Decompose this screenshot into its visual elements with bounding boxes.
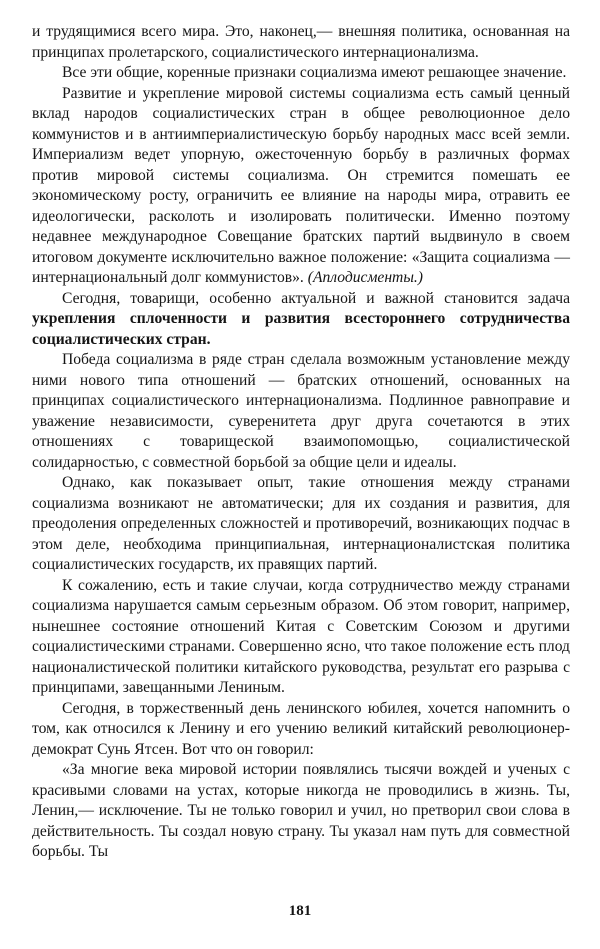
paragraph-8: Сегодня, в торжественный день ленинского юбилея, хочется напомнить о том, как относился к Ленину и его учению великий китайский революционер-демократ Сунь Ятсен. Вот что он говорил: [32, 699, 570, 758]
paragraph-2: Все эти общие, коренные признаки социализма имеют решающее значение. [62, 64, 567, 81]
paragraph-4-text: Сегодня, товарищи, особенно актуальной и важной становится задача [62, 289, 570, 307]
paragraph-5: Победа социализма в ряде стран сделала возможным установление между ними нового типа отношений — братских отношений, основанных на принципах социалистического интернационализма. Подлинное равноправие и уважение независимости, суверенитета друг друга сочетаются в этих отношениях с товарищеской взаимопомощью, социалистической солидарностью, с совместной борьбой за общие цели и идеалы. [32, 351, 570, 471]
paragraph-9: «За многие века мировой истории появлялись тысячи вождей и ученых с красивыми словами на устах, которые никогда не проводились в жизнь. Ты, Ленин,— исключение. Ты не только говорил и учил, но претворил свои слова в действительность. Ты создал новую страну. Ты указал нам путь для совместной борьбы. Ты [32, 761, 570, 860]
applause-note: (Аплодисменты.) [307, 269, 423, 286]
paragraph-6: Однако, как показывает опыт, такие отношения между странами социализма возникают не автоматически; для их создания и развития, для преодоления определенных сложностей и противоречий, возникающих подчас в этом деле, необходима принципиальная, интернационалистская политика социалистических государств, их правящих партий. [32, 474, 570, 573]
paragraph-4 [32, 289, 570, 351]
paragraph-7: К сожалению, есть и такие случаи, когда сотрудничество между странами социализма нарушается самым серьезным образом. Об этом говорит, например, нынешнее состояние отношений Китая с Советским Союзом и другими социалистическими странами. Совершенно ясно, что такое положение есть плод националистической политики китайского руководства, результат его разрыва с принципами, завещанными Лениным. [32, 576, 570, 696]
body-text [32, 22, 570, 863]
page-number: 181 [288, 903, 312, 919]
paragraph-4-bold: укрепления сплоченности и развития всестороннего сотрудничества социалистических стран. [32, 310, 570, 348]
paragraph-3 [32, 84, 570, 289]
paragraph-1: и трудящимися всего мира. Это, наконец,— внешняя политика, основанная на принципах пролетарского, социалистического интернационализма. [32, 23, 570, 61]
paragraph-3-text: Развитие и укрепление мировой системы социализма есть самый ценный вклад народов социалистических стран в общее революционное дело коммунистов и в антиимпериалистическую борьбу народных масс всей земли. Империализм ведет упорную, ожесточенную борьбу в различных формах против мировой системы социализма. Он стремится помешать ее экономическому росту, ограничить ее влияние на народы мира, отравить ее идеологически, расколоть и изолировать политически. Именно поэтому недавнее международное Совещание братских партий выдвинуло в своем итоговом документе исключительно важное положение: «Защита социализма — интернациональный долг коммунистов». [32, 84, 570, 286]
